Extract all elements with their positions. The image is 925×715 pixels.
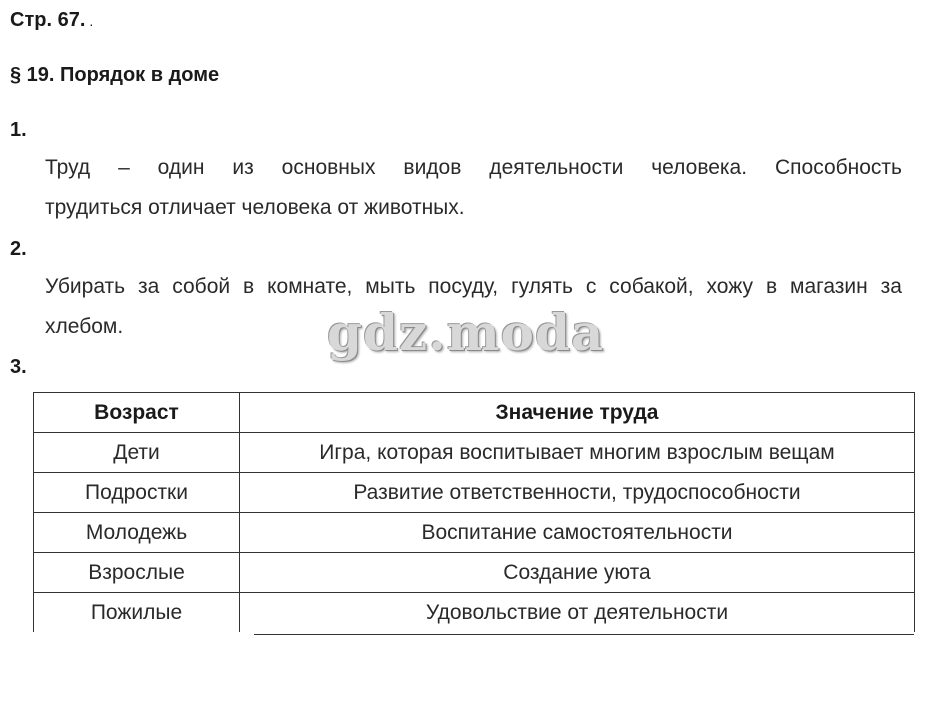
task-1-answer: [45, 148, 902, 228]
table-header-row: [34, 393, 915, 433]
labor-value-cell: Воспитание самостоятельности: [240, 513, 915, 553]
table-bottom-border: [254, 634, 914, 635]
table-row: [34, 473, 915, 513]
task-1-line-1: Труд – один из основных видов деятельности человека. Способность: [45, 156, 902, 179]
age-cell: Взрослые: [34, 553, 240, 593]
labor-value-cell: Создание уюта: [240, 553, 915, 593]
age-cell: Молодежь: [34, 513, 240, 553]
page-number: Стр. 67.: [10, 9, 86, 31]
task-number-2: 2.: [10, 238, 27, 260]
age-cell: Подростки: [34, 473, 240, 513]
table-row: [34, 553, 915, 593]
labor-value-cell: Развитие ответственности, трудоспособности: [240, 473, 915, 513]
task-2-line-1: Убирать за собой в комнате, мыть посуду, гулять с собакой, хожу в магазин за: [45, 275, 902, 298]
column-header-labor-value: Значение труда: [240, 393, 915, 433]
watermark-logo: gdz.moda: [327, 303, 605, 362]
age-cell: Дети: [34, 433, 240, 473]
labor-value-cell: Игра, которая воспитывает многим взрослым вещам: [240, 433, 915, 473]
header-mark: .: [89, 13, 94, 29]
task-1-line-2: трудиться отличает человека от животных.: [45, 196, 465, 219]
labor-value-cell: Удовольствие от деятельности: [240, 593, 915, 633]
task-number-3: 3.: [10, 356, 27, 378]
table-row: [34, 593, 915, 633]
table-row: [34, 433, 915, 473]
page-header: [10, 6, 93, 35]
section-title: § 19. Порядок в доме: [10, 64, 220, 86]
table-row: [34, 513, 915, 553]
labor-value-table: [33, 392, 915, 632]
task-number-1: 1.: [10, 119, 27, 141]
age-cell: Пожилые: [34, 593, 240, 633]
task-2-line-2: хлебом.: [45, 315, 124, 338]
column-header-age: Возраст: [34, 393, 240, 433]
